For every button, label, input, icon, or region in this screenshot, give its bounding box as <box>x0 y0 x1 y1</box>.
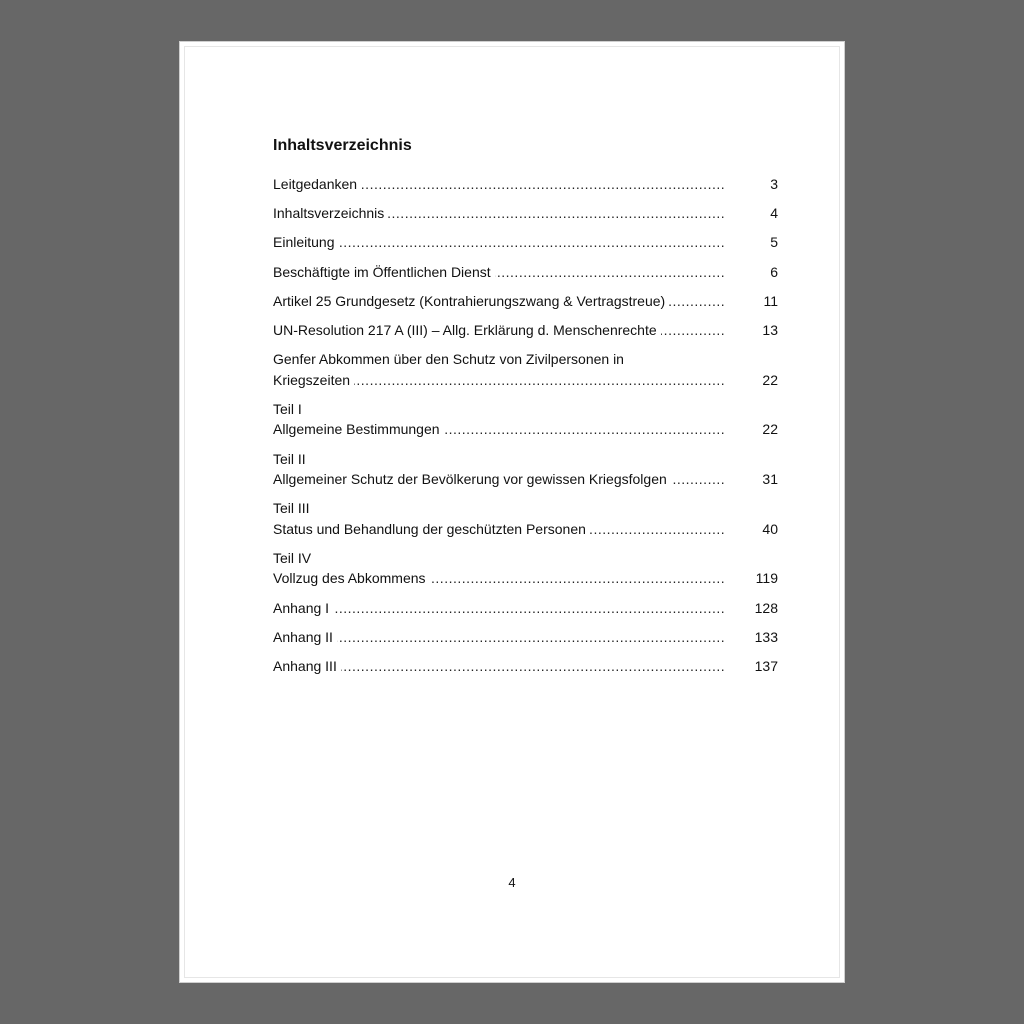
toc-entry-page: 22 <box>762 421 778 438</box>
toc-entry-page: 119 <box>755 570 778 587</box>
toc-entry-teil-3[interactable] <box>273 498 778 539</box>
toc-entry-page: 22 <box>762 371 778 388</box>
toc-entry-page: 11 <box>763 292 778 309</box>
toc-entry-label: Einleitung <box>273 234 339 250</box>
toc-entry-page: 4 <box>770 205 778 222</box>
toc-entry-genfer-abkommen[interactable] <box>273 349 778 390</box>
toc-entry-page: 3 <box>770 176 778 192</box>
toc-entry-anhang-1[interactable] <box>273 598 778 618</box>
toc-entry-page: 133 <box>754 628 778 645</box>
toc-entry-teil-2[interactable] <box>273 449 778 490</box>
toc-entry-page: 128 <box>754 599 778 616</box>
toc-entry-page: 5 <box>770 234 778 251</box>
toc-entry-page: 6 <box>770 263 778 280</box>
toc-entry-artikel-25[interactable] <box>273 291 778 311</box>
toc-entry-label: Artikel 25 Grundgesetz (Kontrahierungszwang & Vertragstreue) <box>273 293 669 309</box>
toc-entry-inhaltsverzeichnis[interactable] <box>273 203 778 223</box>
toc-entry-page: 31 <box>762 471 778 487</box>
toc-entry-anhang-3[interactable] <box>273 656 778 676</box>
toc-entry-un-resolution[interactable] <box>273 320 778 340</box>
toc-entry-label: Status und Behandlung der geschützten Personen <box>273 521 590 537</box>
toc-entry-page: 137 <box>754 657 778 674</box>
toc-entry-label: Allgemeiner Schutz der Bevölkerung vor gewissen Kriegsfolgen <box>273 471 671 487</box>
toc-entry-einleitung[interactable] <box>273 232 778 252</box>
toc-entry-anhang-2[interactable] <box>273 627 778 647</box>
toc-entry-label: Kriegszeiten <box>273 372 354 388</box>
toc-entry-label: Beschäftigte im Öffentlichen Dienst <box>273 264 495 280</box>
toc-entry-label: Allgemeine Bestimmungen <box>273 421 444 437</box>
toc-entry-label: Leitgedanken <box>273 176 361 192</box>
toc-heading: Inhaltsverzeichnis <box>273 137 412 154</box>
toc-entry-heading-line: Teil III <box>273 500 310 517</box>
toc-entry-teil-4[interactable] <box>273 548 778 589</box>
toc-entry-heading-line: Genfer Abkommen über den Schutz von Zivilpersonen in <box>273 351 624 368</box>
document-page <box>179 41 845 983</box>
toc-entry-leitgedanken[interactable] <box>273 174 778 194</box>
toc-entry-label: Anhang III <box>273 658 341 674</box>
toc-entry-label: UN-Resolution 217 A (III) – Allg. Erklärung d. Menschenrechte <box>273 322 661 338</box>
toc-entry-page: 40 <box>762 520 778 537</box>
toc-entry-beschaeftigte[interactable] <box>273 262 778 282</box>
toc-entry-label: Inhaltsverzeichnis <box>273 205 388 221</box>
toc-entry-teil-1[interactable] <box>273 399 778 440</box>
toc-entry-label: Anhang I <box>273 600 333 616</box>
toc-entry-label: Vollzug des Abkommens <box>273 570 430 586</box>
toc-entry-page: 13 <box>762 321 778 338</box>
page-number: 4 <box>508 875 516 890</box>
table-of-contents <box>273 174 778 685</box>
toc-entry-heading-line: Teil II <box>273 450 306 467</box>
toc-entry-heading-line: Teil IV <box>273 549 312 566</box>
toc-entry-label: Anhang II <box>273 629 337 645</box>
toc-entry-heading-line: Teil I <box>273 400 302 417</box>
